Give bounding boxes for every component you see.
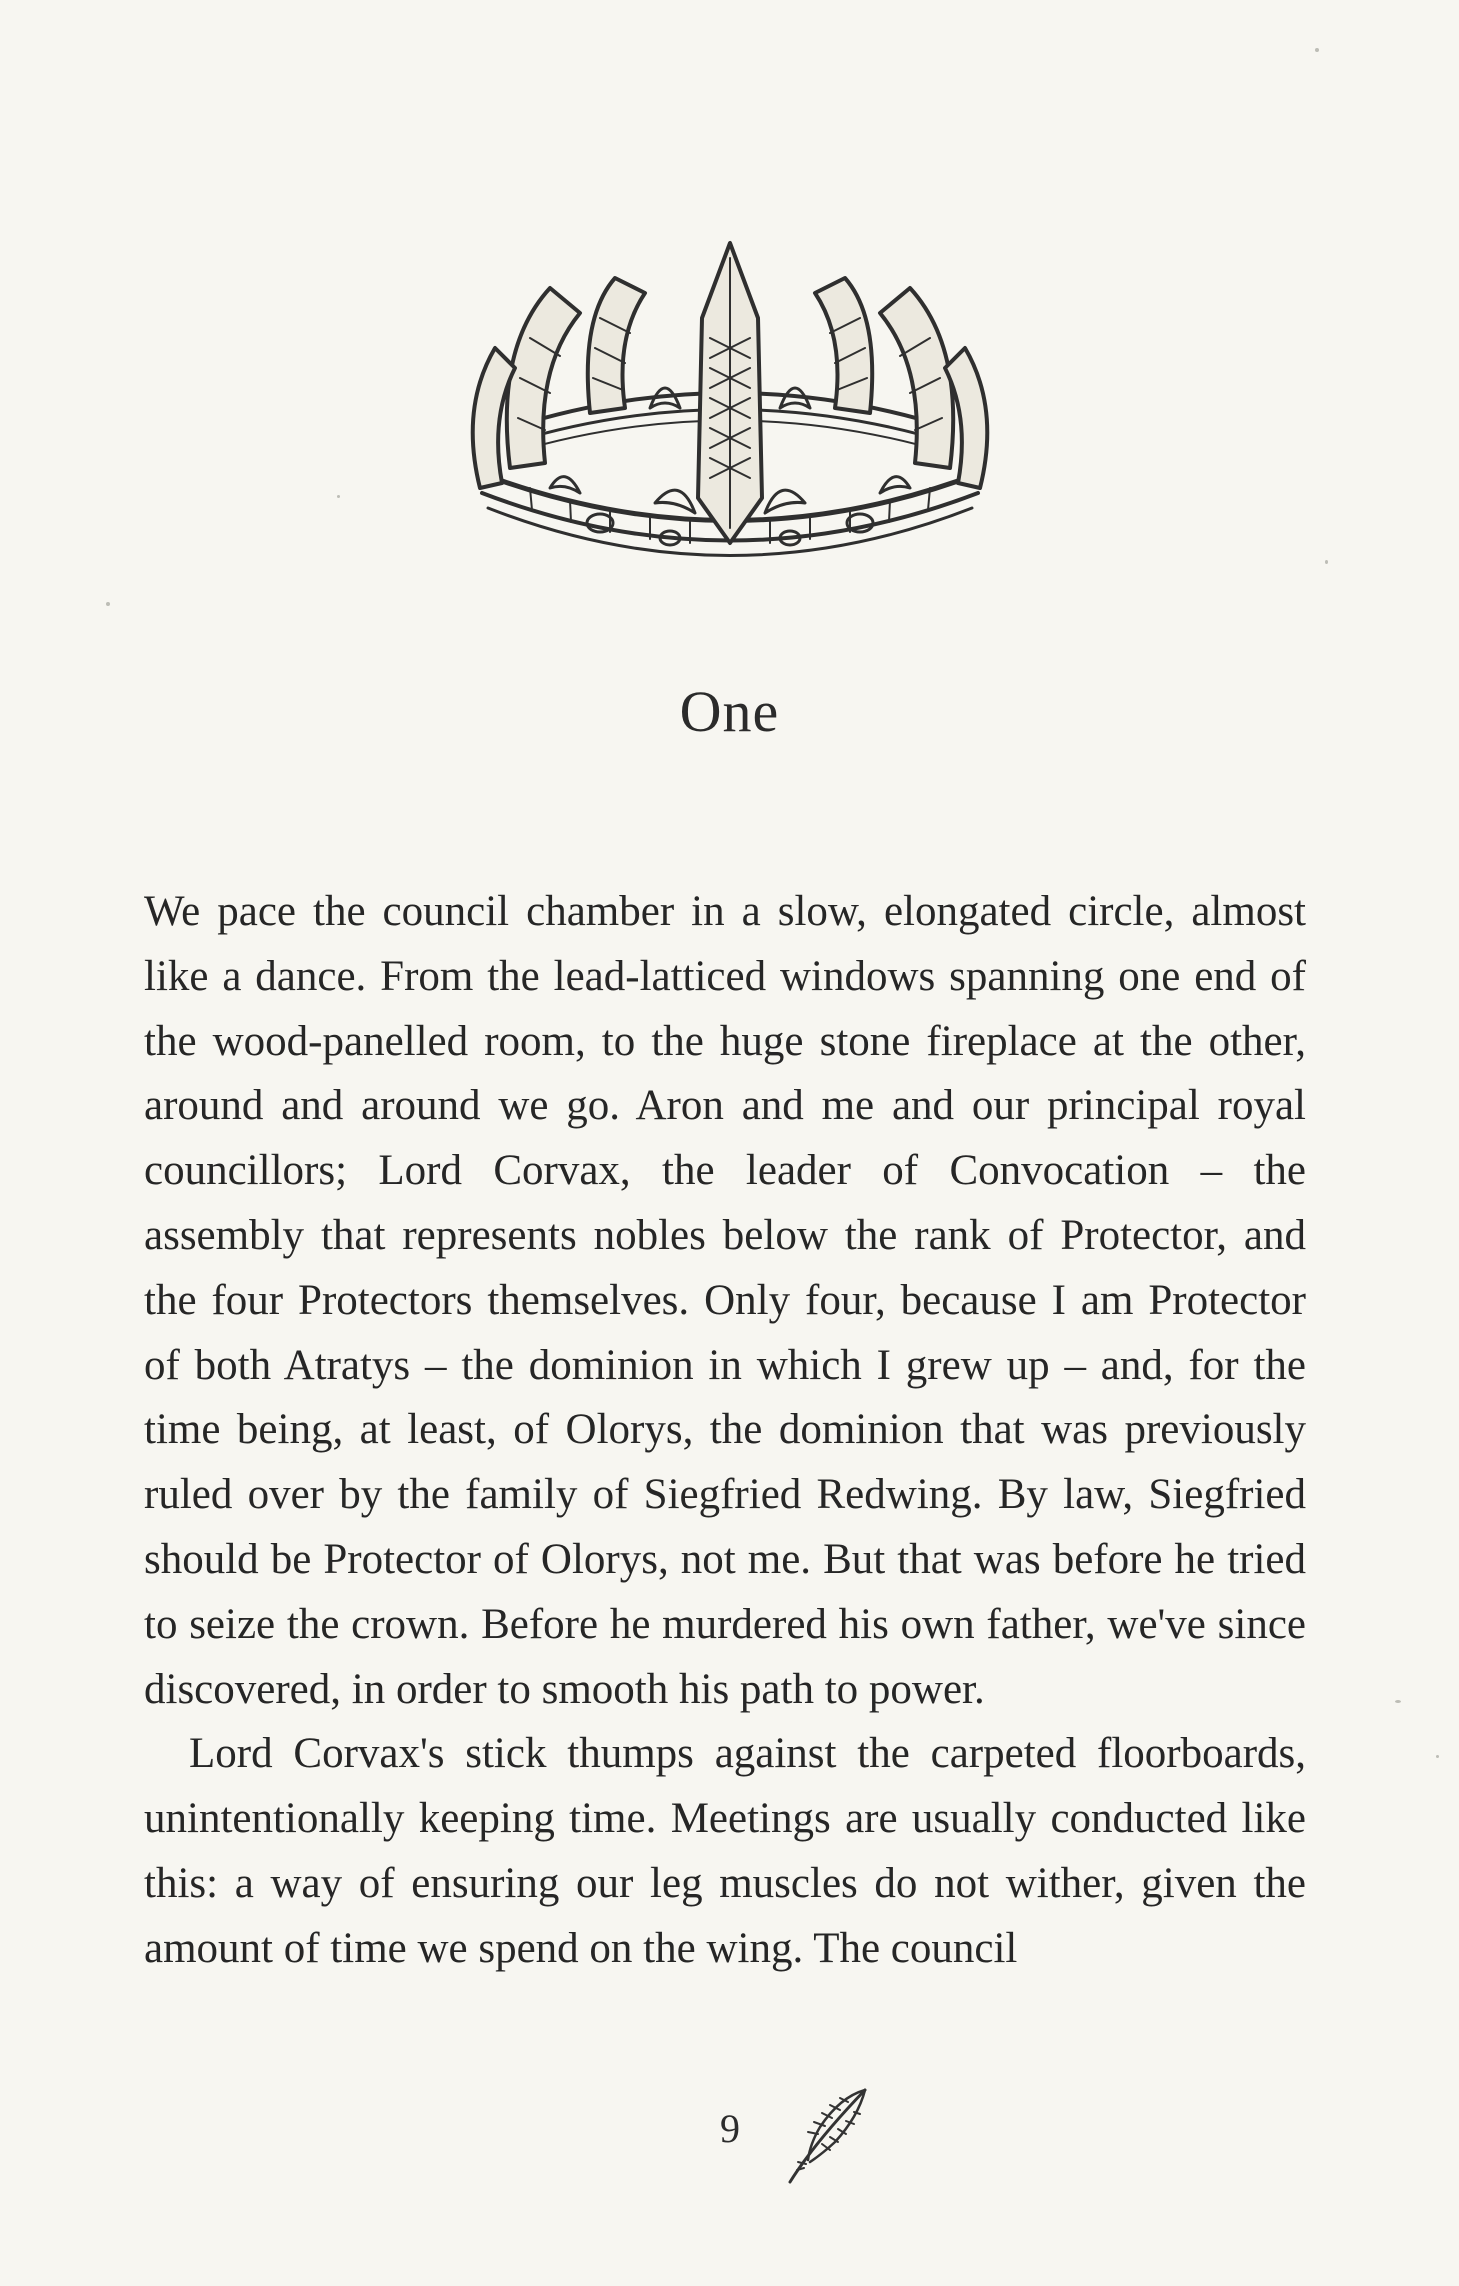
paper-speck [337,495,340,498]
chapter-title: One [679,679,780,744]
body-text [144,880,1306,1982]
paper-speck [1315,48,1319,52]
paragraph: We pace the council chamber in a slow, elongated circle, almost like a dance. From the lead-latticed windows spanning one end of the wood-panelled room, to the huge stone fireplace at the other, around and around we go. Aron and me and our principal royal councillors; Lord Corvax, the leader of Convocation – the assembly that represents nobles below the rank of Protector, and the four Protectors themselves. Only four, because I am Protector of both Atratys – the dominion in which I grew up – and, for the time being, at least, of Olorys, the dominion that was previously ruled over by the family of Siegfried Redwing. By law, Siegfried should be Protector of Olorys, not me. But that was before he tried to seize the crown. Before he murdered his own father, we've since discovered, in order to smooth his path to power. [144,888,1306,1713]
paper-speck [1395,1700,1401,1703]
paper-speck [1325,560,1328,564]
paragraph: Lord Corvax's stick thumps against the carpeted floorboards, unintentionally keeping time. Meetings are usually conducted like this: a way of ensuring our leg muscles do not wither, given the amount of time we spend on the wing. The council [144,1730,1306,1972]
paper-speck [106,602,110,606]
paper-speck [1436,1755,1439,1758]
feather-icon [770,2082,880,2192]
page-footer [0,2082,1459,2192]
page-number: 9 [720,2106,740,2151]
crown-illustration [440,238,1020,568]
